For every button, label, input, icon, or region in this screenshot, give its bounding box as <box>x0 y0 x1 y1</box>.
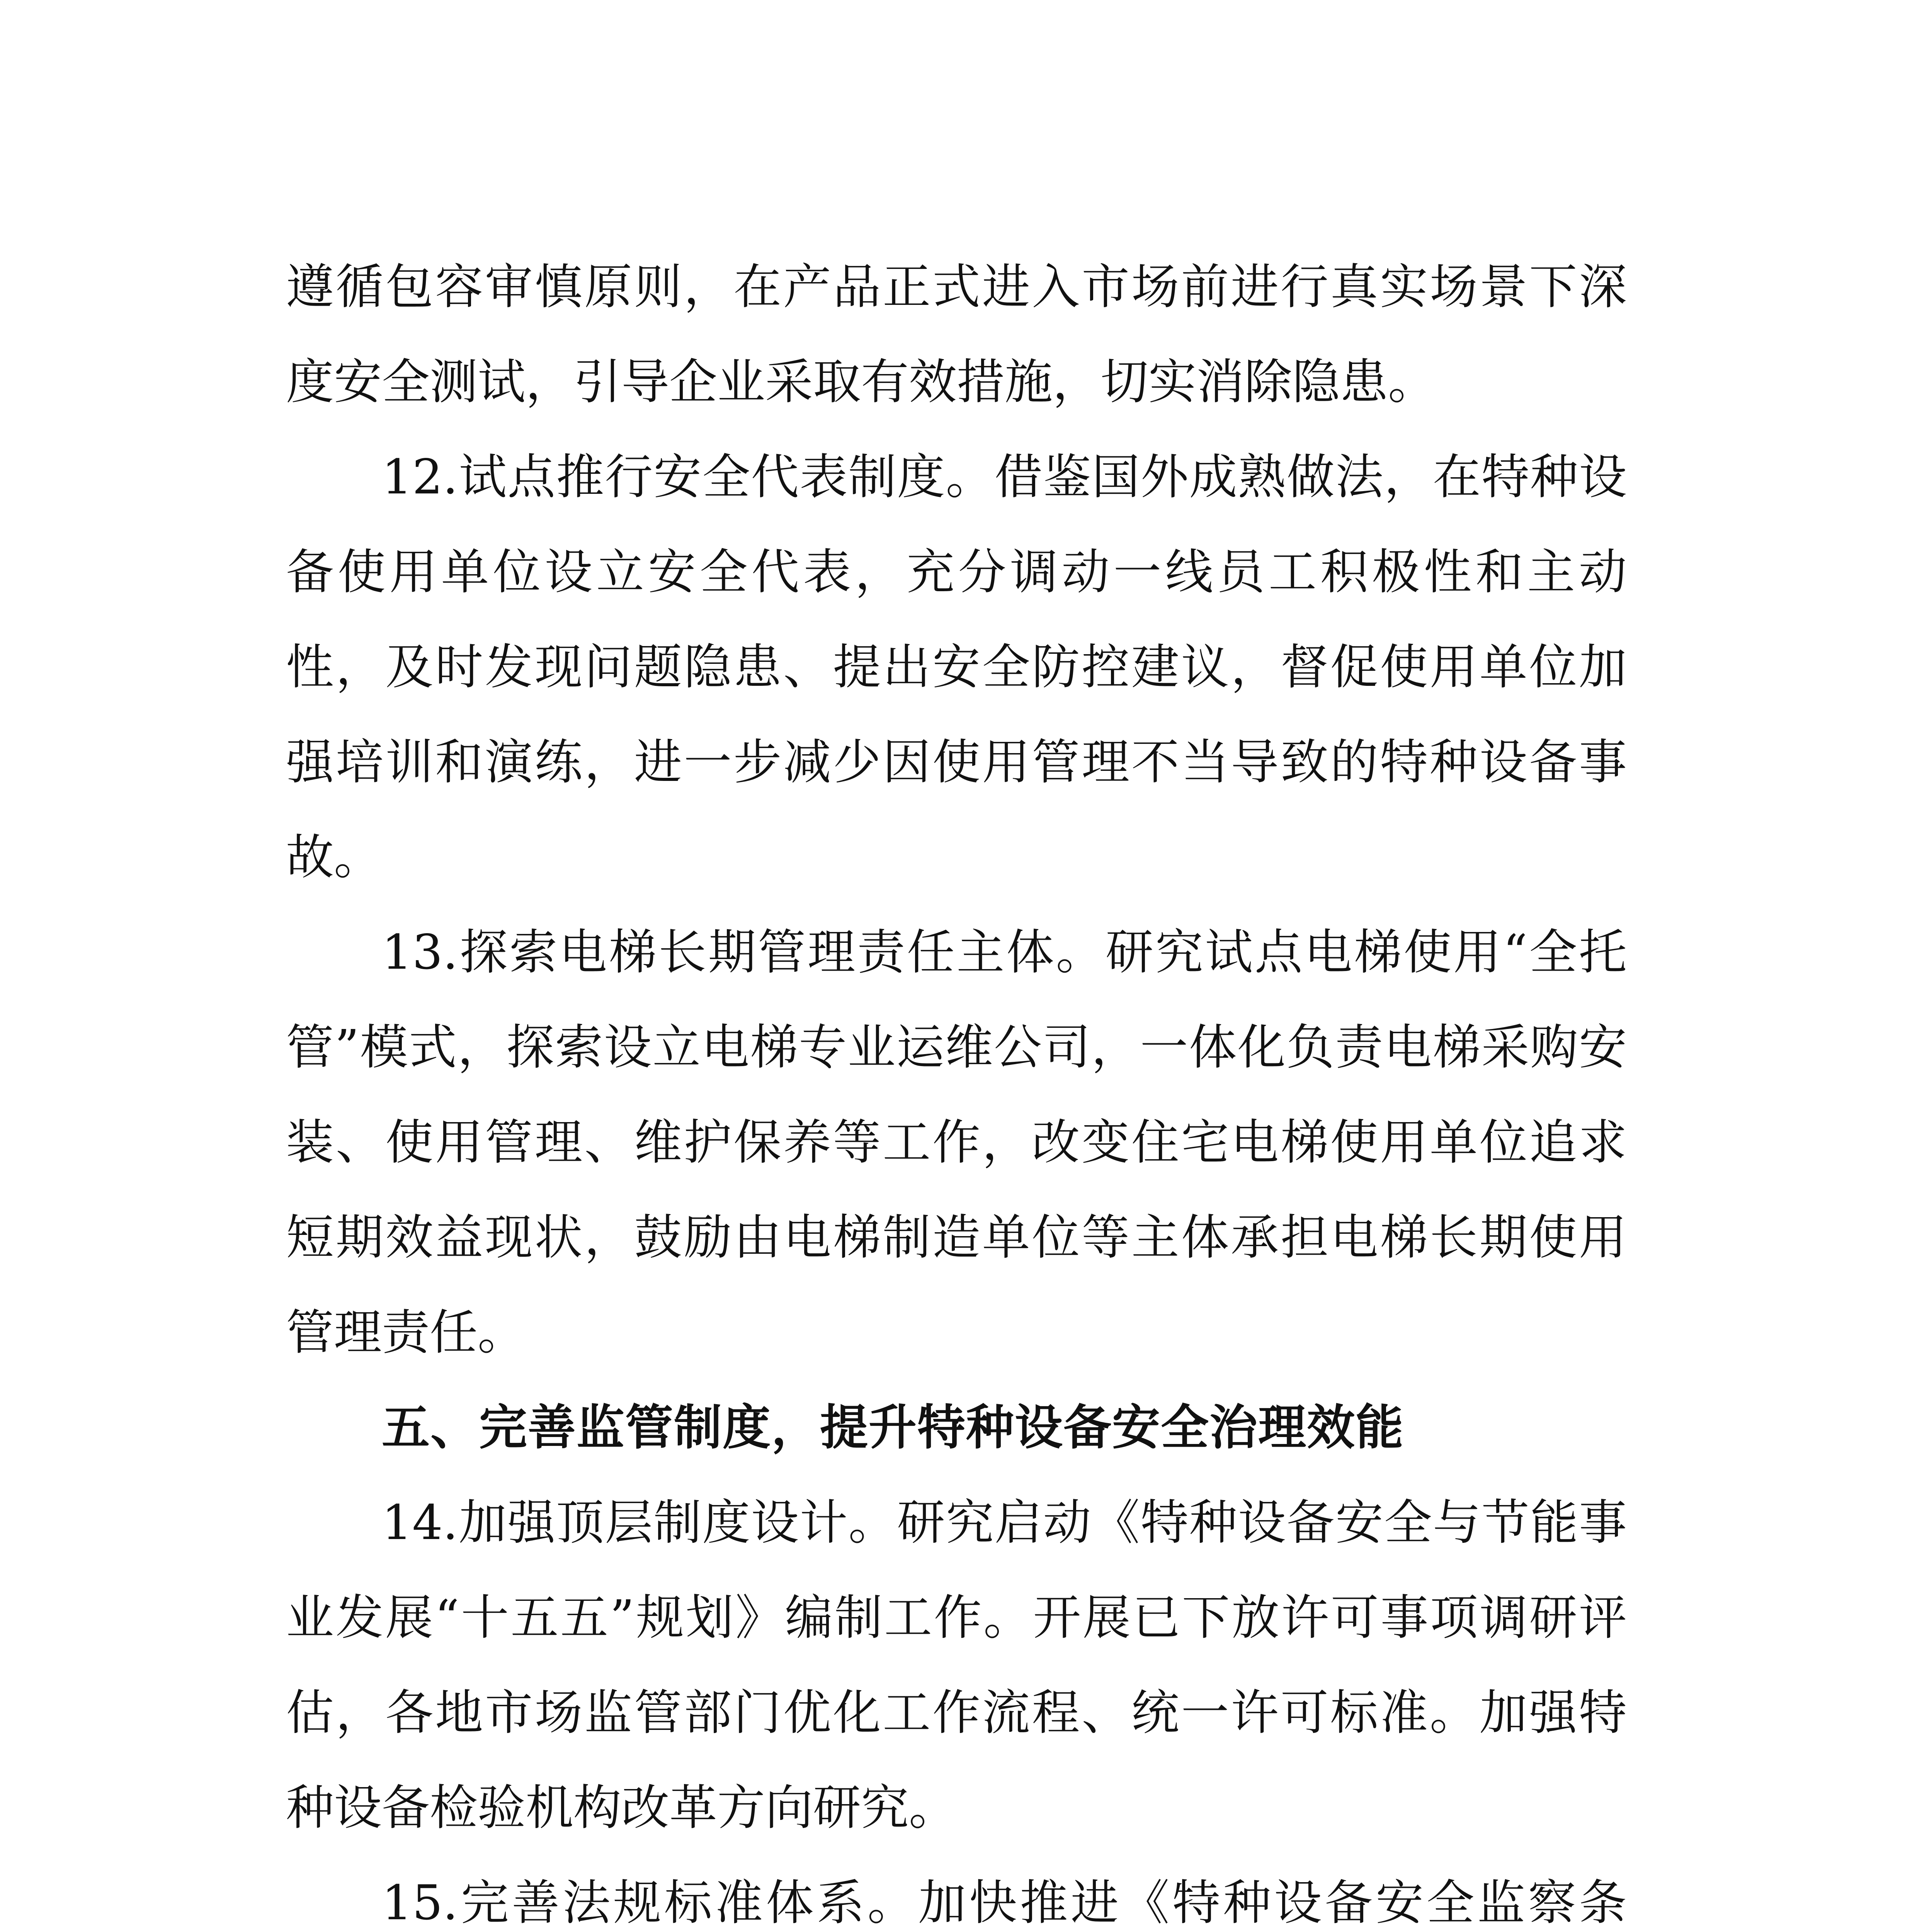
paragraph-text: 遵循包容审慎原则，在产品正式进入市场前进行真实场景下深度安全测试，引导企业采取有效措施，切实消除隐患。 <box>286 259 1627 410</box>
paragraph-item-13 <box>286 905 1627 1380</box>
section-heading: 五、完善监管制度，提升特种设备安全治理效能 <box>382 1400 1405 1456</box>
paragraph-item-14 <box>286 1475 1627 1855</box>
item-label: 12.试点推行安全代表制度。 <box>382 449 995 505</box>
paragraph-text: 研究启动《特种设备安全与节能事业发展“十五五”规划》编制工作。开展已下放许可事项调研评估，各地市场监管部门优化工作流程、统一许可标准。加强特种设备检验机构改革方向研究。 <box>286 1495 1627 1836</box>
paragraph-item-12 <box>286 430 1627 905</box>
item-label: 14.加强顶层制度设计。 <box>382 1495 897 1551</box>
paragraph-item-15 <box>286 1855 1627 1932</box>
paragraph-text: 研究试点电梯使用“全托管”模式，探索设立电梯专业运维公司，一体化负责电梯采购安装、使用管理、维护保养等工作，改变住宅电梯使用单位追求短期效益现状，鼓励由电梯制造单位等主体承担电梯长期使用管理责任。 <box>286 925 1627 1361</box>
paragraph-continuation <box>286 240 1627 430</box>
paragraph-text: 借鉴国外成熟做法，在特种设备使用单位设立安全代表，充分调动一线员工积极性和主动性，及时发现问题隐患、提出安全防控建议，督促使用单位加强培训和演练，进一步减少因使用管理不当导致的特种设备事故。 <box>286 449 1627 885</box>
item-label: 13.探索电梯长期管理责任主体。 <box>382 925 1106 980</box>
body-text <box>286 240 1627 1932</box>
paragraph-text: 加快推进《特种设备安全监察条 <box>918 1875 1627 1931</box>
item-label: 15.完善法规标准体系。 <box>382 1875 919 1931</box>
